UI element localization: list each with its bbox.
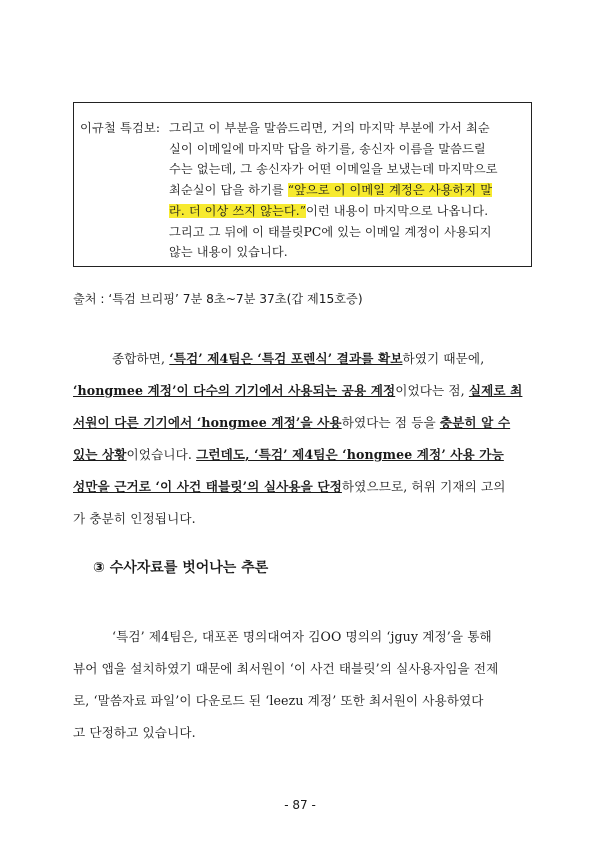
page-number: - 87 - <box>284 798 316 812</box>
quote-line <box>169 202 525 219</box>
emphasized-text: 그런데도, ‘특검’ 제4팀은 ‘hongmee 계정’ 사용 가능 <box>196 447 504 462</box>
quote-text: 실이 이메일에 마지막 답을 하기를, 송신자 이름을 말씀드릴 <box>169 142 486 156</box>
highlighted-text: “앞으로 이 이메일 계정은 사용하지 말 <box>287 183 493 197</box>
emphasized-text: 성만을 근거로 ‘이 사건 태블릿’의 실사용을 단정 <box>73 479 342 494</box>
highlighted-text: 라. 더 이상 쓰지 않는다.” <box>169 204 307 218</box>
paragraph-line <box>73 412 510 431</box>
body-text: 하였기 때문에, <box>402 351 485 366</box>
paragraph-line: 뷰어 앱을 설치하였기 때문에 최서원이 ‘이 사건 태블릿’의 실사용자임을 전제 <box>73 661 499 676</box>
body-text: 이었습니다. <box>126 447 197 462</box>
quote-text: 수는 없는데, 그 송신자가 어떤 이메일을 보냈는데 마지막으로 <box>169 162 498 176</box>
paragraph-line <box>112 348 484 367</box>
quote-line <box>169 119 525 136</box>
emphasized-text: 있는 상황 <box>73 447 127 462</box>
body-text: 이었다는 점, <box>395 383 469 398</box>
emphasized-text: 실제로 최 <box>468 383 523 398</box>
quote-text: 않는 내용이 있습니다. <box>169 245 288 259</box>
section-heading: ③ 수사자료를 벗어나는 추론 <box>93 560 269 576</box>
quote-text: 그리고 그 뒤에 이 태블릿PC에 있는 이메일 계정이 사용되지 <box>169 225 492 239</box>
emphasized-text: ‘hongmee 계정’이 다수의 기기에서 사용되는 공용 계정 <box>73 383 396 398</box>
body-text: 하였다는 점 등을 <box>341 415 440 430</box>
paragraph-line <box>73 444 504 463</box>
source-citation: 출처 : ‘특검 브리핑’ 7분 8초~7분 37초(갑 제15호증) <box>73 292 363 306</box>
paragraph-line <box>73 380 522 399</box>
quote-line <box>169 140 525 157</box>
quote-speaker: 이규철 특검보: <box>80 121 161 135</box>
quote-box <box>73 102 532 267</box>
quote-line <box>169 223 525 240</box>
paragraph-line <box>73 476 506 495</box>
quote-line <box>169 181 525 198</box>
emphasized-text: ‘특검’ 제4팀은 ‘특검 포렌식’ 결과를 확보 <box>169 351 403 366</box>
body-text: 종합하면, <box>112 351 170 366</box>
emphasized-text: 충분히 알 수 <box>439 415 511 430</box>
paragraph-line: 로, ‘말씀자료 파일’이 다운로드 된 ‘leezu 계정’ 또한 최서원이 사용하였다 <box>73 693 484 708</box>
emphasized-text: 서원이 다른 기기에서 ‘hongmee 계정’을 사용 <box>73 415 342 430</box>
paragraph-line: ‘특검’ 제4팀은, 대포폰 명의대여자 김OO 명의의 ‘jguy 계정’을 통해 <box>112 629 492 644</box>
quote-text: 그리고 이 부분을 말씀드리면, 거의 마지막 부분에 가서 최순 <box>169 121 490 135</box>
paragraph-line: 가 충분히 인정됩니다. <box>73 511 196 526</box>
body-text: 하였으므로, 허위 기재의 고의 <box>341 479 506 494</box>
quote-line <box>169 243 525 260</box>
quote-text: 최순실이 답을 하기를 <box>169 183 288 197</box>
paragraph-line: 고 단정하고 있습니다. <box>73 725 196 740</box>
quote-line <box>169 160 525 177</box>
quote-text: 이런 내용이 마지막으로 나옵니다. <box>306 204 489 218</box>
